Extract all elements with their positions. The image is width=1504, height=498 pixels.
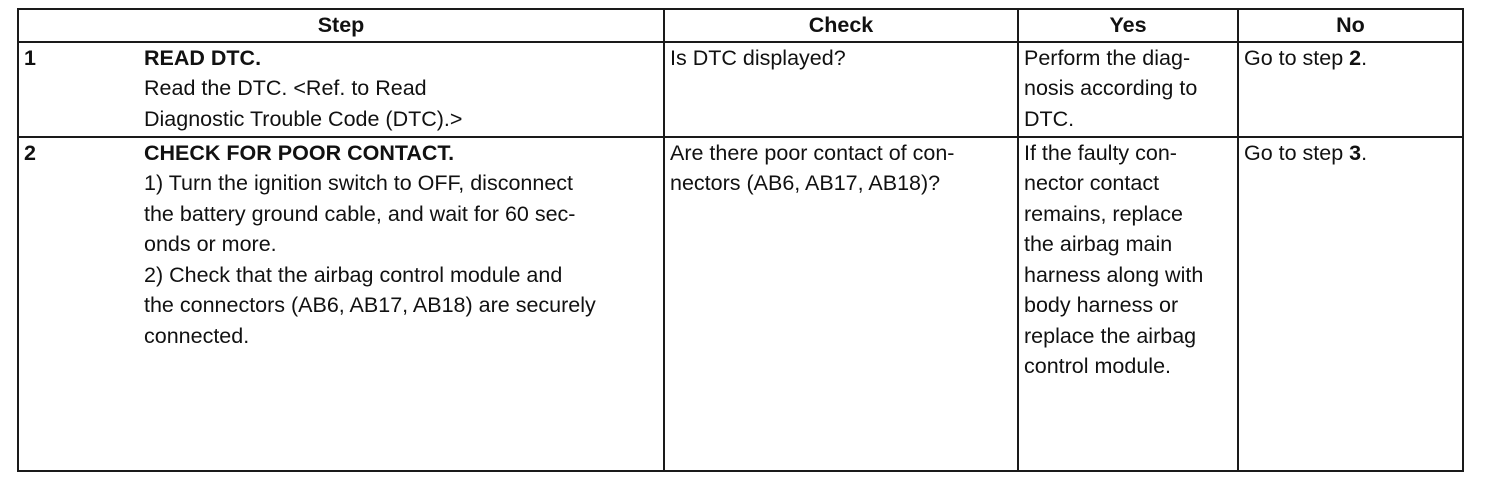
step-text-line: 2) Check that the airbag control module and	[144, 262, 563, 287]
yes-text-line: control module.	[1024, 354, 1171, 378]
step-text-line: onds or more.	[144, 232, 277, 256]
yes-text-line: the airbag main	[1024, 232, 1173, 256]
yes-cell	[1018, 137, 1238, 471]
yes-cell	[1018, 42, 1238, 137]
no-step-number: 3	[1349, 140, 1362, 165]
table-row	[18, 42, 1463, 137]
step-cell	[18, 42, 664, 137]
header-check: Check	[664, 9, 1018, 42]
no-cell	[1238, 42, 1463, 137]
step-text-line: the connectors (AB6, AB17, AB18) are securely	[144, 293, 596, 317]
no-text-suffix: .	[1361, 140, 1368, 165]
check-text-line: Is DTC displayed?	[670, 45, 846, 70]
no-text: Go to step	[1244, 140, 1350, 165]
diagnostic-table	[17, 8, 1464, 472]
header-row	[18, 9, 1463, 42]
yes-text-line: replace the airbag	[1024, 323, 1197, 348]
check-text-line: Are there poor contact of con-	[670, 140, 955, 165]
step-number: 2	[24, 140, 36, 165]
header-step: Step	[18, 9, 664, 42]
table-row	[18, 137, 1463, 471]
step-cell	[18, 137, 664, 471]
yes-text-line: If the faulty con-	[1024, 140, 1177, 165]
yes-text-line: DTC.	[1024, 106, 1075, 131]
no-text-suffix: .	[1361, 45, 1368, 70]
yes-text-line: nector contact	[1024, 171, 1160, 195]
yes-text-line: harness along with	[1024, 262, 1204, 287]
check-cell	[664, 42, 1018, 137]
step-text-line: the battery ground cable, and wait for 60 sec-	[144, 201, 576, 226]
no-step-number: 2	[1349, 45, 1362, 70]
step-description	[144, 43, 658, 135]
header-no: No	[1238, 9, 1463, 42]
header-yes: Yes	[1018, 9, 1238, 42]
step-text-line: connected.	[144, 323, 250, 348]
step-title: READ DTC.	[144, 45, 262, 70]
step-number: 1	[24, 45, 36, 70]
check-cell	[664, 137, 1018, 471]
yes-text-line: body harness or	[1024, 293, 1179, 317]
yes-text-line: Perform the diag-	[1024, 45, 1191, 70]
step-description	[144, 138, 658, 352]
step-title: CHECK FOR POOR CONTACT.	[144, 140, 455, 165]
check-text-line: nectors (AB6, AB17, AB18)?	[670, 171, 941, 195]
step-text-line: Diagnostic Trouble Code (DTC).>	[144, 106, 463, 131]
yes-text-line: nosis according to	[1024, 76, 1198, 100]
step-text-line: Read the DTC. <Ref. to Read	[144, 76, 427, 100]
no-cell	[1238, 137, 1463, 471]
yes-text-line: remains, replace	[1024, 201, 1183, 226]
no-text: Go to step	[1244, 45, 1350, 70]
step-text-line: 1) Turn the ignition switch to OFF, disconnect	[144, 171, 574, 195]
